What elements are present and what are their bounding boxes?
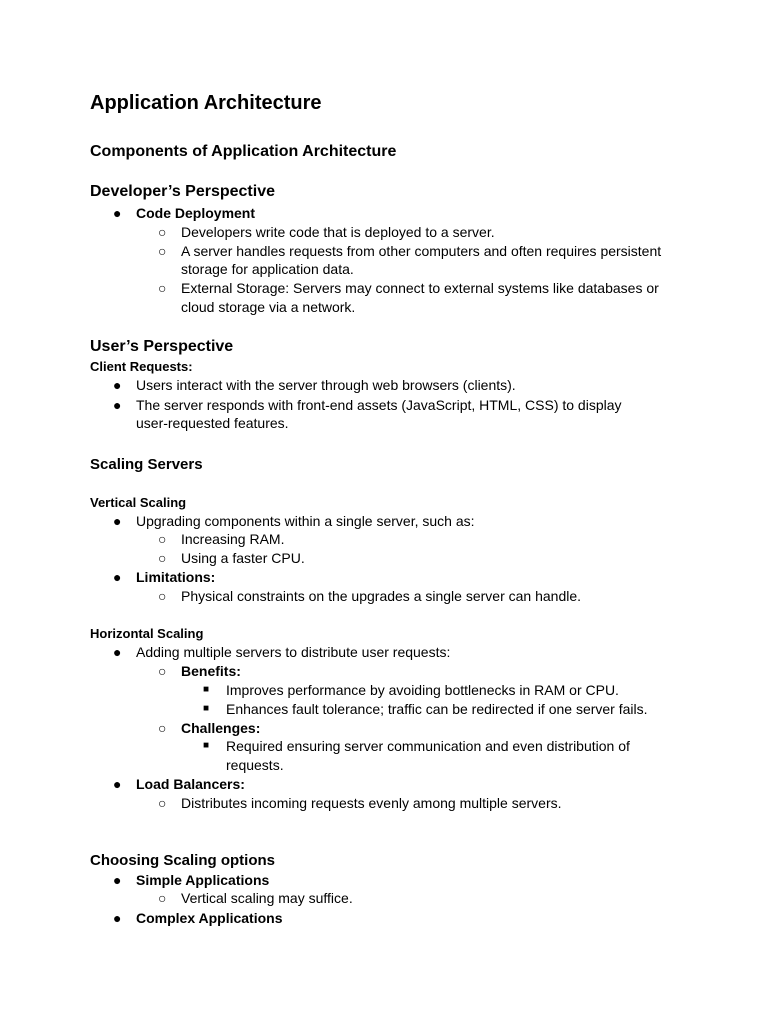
user-perspective-heading: User’s Perspective xyxy=(90,338,234,355)
list-item: Vertical scaling may suffice. xyxy=(181,890,353,906)
list-item: Distributes incoming requests evenly among multiple servers. xyxy=(181,795,562,811)
list-item-continued: requests. xyxy=(226,757,284,773)
list-item-continued: user-requested features. xyxy=(136,415,289,431)
client-requests-label: Client Requests: xyxy=(90,359,193,374)
developer-perspective-heading: Developer’s Perspective xyxy=(90,183,275,200)
limitations-label: Limitations: xyxy=(136,569,216,585)
bullet-icon: ● xyxy=(113,205,122,221)
list-item: The server responds with front-end assets (JavaScript, HTML, CSS) to display xyxy=(136,397,622,413)
bullet-icon: ● xyxy=(113,513,122,529)
circle-bullet-icon: ○ xyxy=(158,795,167,811)
list-item: Users interact with the server through web browsers (clients). xyxy=(136,377,516,393)
horizontal-scaling-heading: Horizontal Scaling xyxy=(90,626,204,641)
list-item: Upgrading components within a single server, such as: xyxy=(136,513,475,529)
list-item: Physical constraints on the upgrades a single server can handle. xyxy=(181,588,582,604)
scaling-servers-heading: Scaling Servers xyxy=(90,456,203,473)
bullet-icon: ● xyxy=(113,776,122,792)
challenges-label: Challenges: xyxy=(181,720,261,736)
circle-bullet-icon: ○ xyxy=(158,243,167,259)
bullet-icon: ● xyxy=(113,644,122,660)
list-item: Adding multiple servers to distribute user requests: xyxy=(136,644,451,660)
bullet-icon: ● xyxy=(113,872,122,888)
square-bullet-icon: ■ xyxy=(203,684,210,695)
components-heading: Components of Application Architecture xyxy=(90,143,397,160)
list-item: Increasing RAM. xyxy=(181,531,285,547)
benefits-label: Benefits: xyxy=(181,663,241,679)
load-balancers-label: Load Balancers: xyxy=(136,776,245,792)
circle-bullet-icon: ○ xyxy=(158,550,167,566)
page-title: Application Architecture xyxy=(90,92,322,114)
list-item: A server handles requests from other computers and often requires persistent xyxy=(181,243,662,259)
list-item: Improves performance by avoiding bottlenecks in RAM or CPU. xyxy=(226,682,619,698)
vertical-scaling-heading: Vertical Scaling xyxy=(90,495,187,510)
circle-bullet-icon: ○ xyxy=(158,720,167,736)
circle-bullet-icon: ○ xyxy=(158,280,167,296)
choosing-scaling-heading: Choosing Scaling options xyxy=(90,852,275,869)
complex-applications-label: Complex Applications xyxy=(136,910,283,926)
bullet-icon: ● xyxy=(113,910,122,926)
list-item-continued: storage for application data. xyxy=(181,261,354,277)
circle-bullet-icon: ○ xyxy=(158,224,167,240)
bullet-icon: ● xyxy=(113,377,122,393)
bullet-icon: ● xyxy=(113,569,122,585)
circle-bullet-icon: ○ xyxy=(158,588,167,604)
code-deployment-label: Code Deployment xyxy=(136,205,256,221)
circle-bullet-icon: ○ xyxy=(158,663,167,679)
square-bullet-icon: ■ xyxy=(203,703,210,714)
list-item: External Storage: Servers may connect to external systems like databases or xyxy=(181,280,659,296)
list-item: Enhances fault tolerance; traffic can be redirected if one server fails. xyxy=(226,701,648,717)
simple-applications-label: Simple Applications xyxy=(136,872,270,888)
bullet-icon: ● xyxy=(113,397,122,413)
circle-bullet-icon: ○ xyxy=(158,531,167,547)
list-item: Using a faster CPU. xyxy=(181,550,305,566)
list-item: Required ensuring server communication and even distribution of xyxy=(226,738,630,754)
list-item-continued: cloud storage via a network. xyxy=(181,299,356,315)
circle-bullet-icon: ○ xyxy=(158,890,167,906)
square-bullet-icon: ■ xyxy=(203,740,210,751)
list-item: Developers write code that is deployed to a server. xyxy=(181,224,495,240)
